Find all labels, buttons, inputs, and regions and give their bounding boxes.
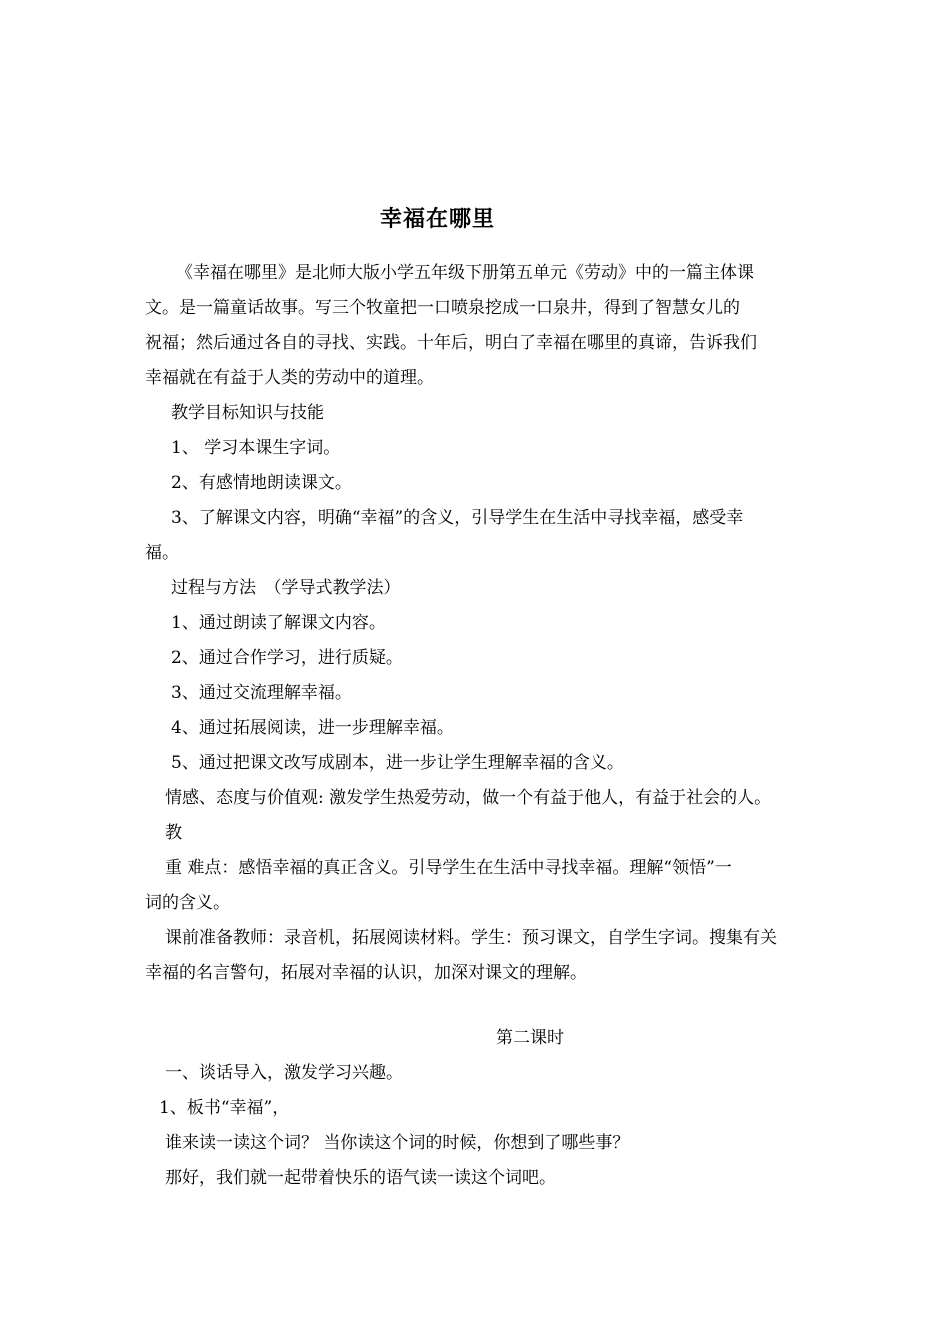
step-line: 1、板书“幸福”， xyxy=(159,1098,290,1118)
process-heading: 过程与方法 （学导式教学法） xyxy=(171,578,401,598)
knowledge-item: 2、有感情地朗读课文。 xyxy=(171,473,352,493)
question-line: 谁来读一读这个词？ 当你读这个词的时候，你想到了哪些事？ xyxy=(165,1133,630,1153)
process-item: 4、通过拓展阅读，进一步理解幸福。 xyxy=(171,718,454,738)
intro-line: 《幸福在哪里》是北师大版小学五年级下册第五单元《劳动》中的一篇主体课 xyxy=(176,263,754,283)
prep-line: 幸福的名言警句，拓展对幸福的认识，加深对课文的理解。 xyxy=(145,963,587,983)
goals-heading: 教学目标知识与技能 xyxy=(171,403,324,423)
teach-label: 教 xyxy=(165,823,182,843)
knowledge-item-continued: 福。 xyxy=(145,543,179,563)
knowledge-item: 1、 学习本课生字词。 xyxy=(171,438,341,458)
intro-line: 文。是一篇童话故事。写三个牧童把一口喷泉挖成一口泉井，得到了智慧女儿的 xyxy=(145,298,740,318)
prep-line: 课前准备教师：录音机，拓展阅读材料。学生：预习课文，自学生字词。搜集有关 xyxy=(165,928,777,948)
spacer xyxy=(145,991,825,1021)
key-points-line: 重 难点：感悟幸福的真正含义。引导学生在生活中寻找幸福。理解“领悟”一 xyxy=(165,858,732,878)
closing-line: 那好，我们就一起带着快乐的语气读一读这个词吧。 xyxy=(165,1168,556,1188)
section-heading: 一、谈话导入，激发学习兴趣。 xyxy=(165,1063,403,1083)
emotion-line: 情感、态度与价值观: 激发学生热爱劳动，做一个有益于他人，有益于社会的人。 xyxy=(165,788,772,808)
process-item: 2、通过合作学习，进行质疑。 xyxy=(171,648,403,668)
lesson-heading: 第二课时 xyxy=(496,1028,564,1048)
process-item: 3、通过交流理解幸福。 xyxy=(171,683,352,703)
process-item: 1、通过朗读了解课文内容。 xyxy=(171,613,386,633)
knowledge-item: 3、了解课文内容，明确“幸福”的含义，引导学生在生活中寻找幸福，感受幸 xyxy=(171,508,744,528)
intro-line: 祝福；然后通过各自的寻找、实践。十年后，明白了幸福在哪里的真谛，告诉我们 xyxy=(145,333,757,353)
process-item: 5、通过把课文改写成剧本，进一步让学生理解幸福的含义。 xyxy=(171,753,624,773)
key-points-line: 词的含义。 xyxy=(145,893,230,913)
document-page xyxy=(145,0,825,1344)
document-body xyxy=(145,256,825,1196)
intro-line: 幸福就在有益于人类的劳动中的道理。 xyxy=(145,368,434,388)
document-title: 幸福在哪里 xyxy=(379,207,495,232)
